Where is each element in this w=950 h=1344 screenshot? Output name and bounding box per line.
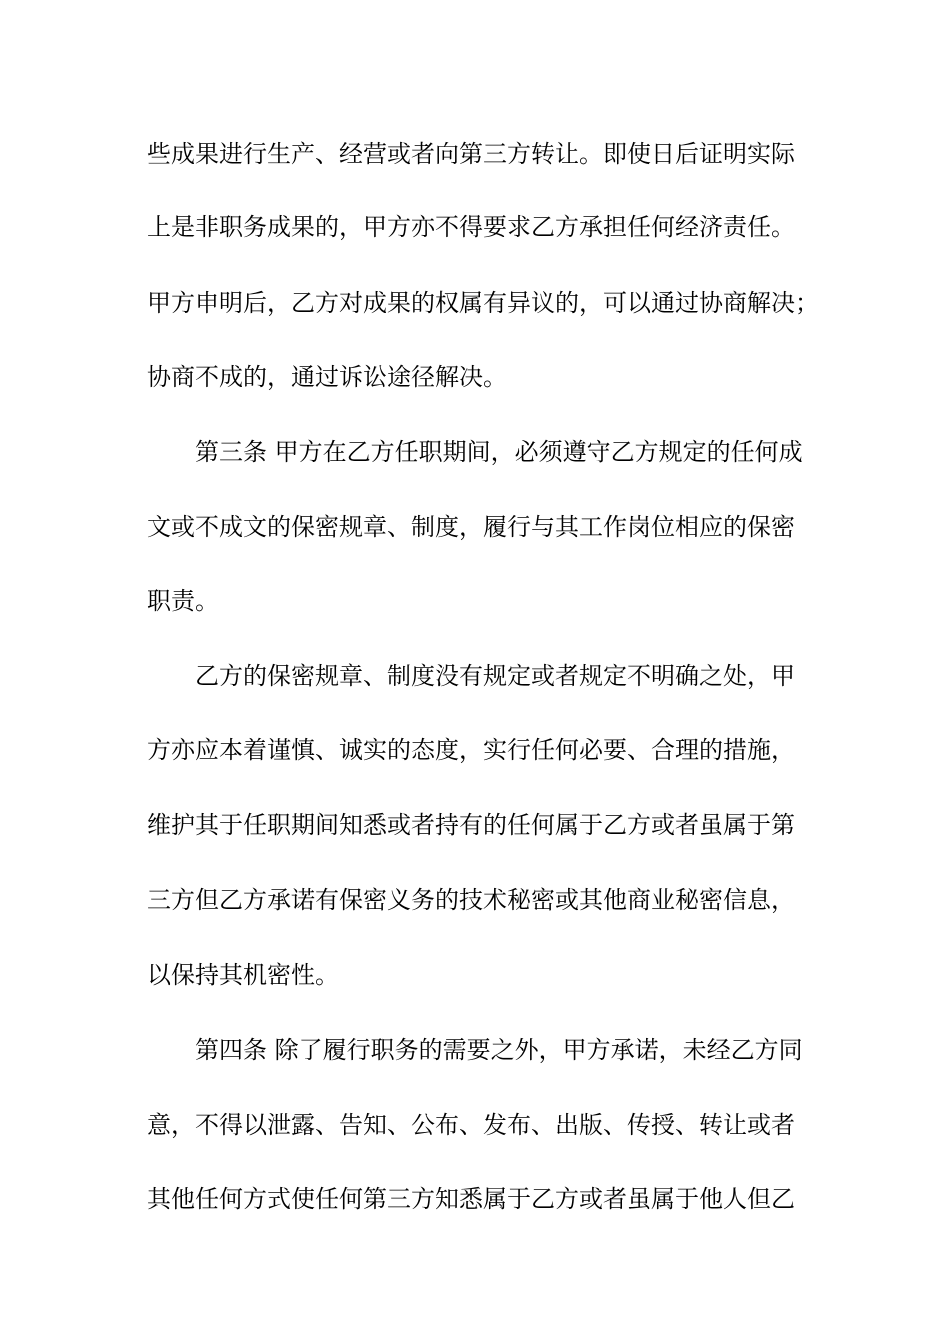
- text-line-9: 方亦应本着谨慎、诚实的态度，实行任何必要、合理的措施，: [147, 736, 795, 764]
- text-line-6: 文或不成文的保密规章、制度，履行与其工作岗位相应的保密: [147, 513, 795, 541]
- article-4-first-line: 第四条 除了履行职务的需要之外，甲方承诺，未经乙方同: [195, 1036, 803, 1064]
- text-line-4: 协商不成的，通过诉讼途径解决。: [147, 363, 507, 391]
- text-line-2: 上是非职务成果的，甲方亦不得要求乙方承担任何经济责任。: [147, 213, 795, 241]
- text-line-1: 些成果进行生产、经营或者向第三方转让。即使日后证明实际: [147, 140, 795, 168]
- text-line-3: 甲方申明后，乙方对成果的权属有异议的，可以通过协商解决；: [147, 289, 819, 317]
- text-line-7: 职责。: [147, 587, 219, 615]
- text-line-10: 维护其于任职期间知悉或者持有的任何属于乙方或者虽属于第: [147, 811, 795, 839]
- text-line-11: 三方但乙方承诺有保密义务的技术秘密或其他商业秘密信息，: [147, 886, 795, 914]
- text-line-12: 以保持其机密性。: [147, 961, 339, 989]
- text-line-14: 意，不得以泄露、告知、公布、发布、出版、传授、转让或者: [147, 1111, 795, 1139]
- article-3-first-line: 第三条 甲方在乙方任职期间，必须遵守乙方规定的任何成: [195, 438, 803, 466]
- paragraph-first-line: 乙方的保密规章、制度没有规定或者规定不明确之处，甲: [195, 662, 795, 690]
- text-line-15: 其他任何方式使任何第三方知悉属于乙方或者虽属于他人但乙: [147, 1185, 795, 1213]
